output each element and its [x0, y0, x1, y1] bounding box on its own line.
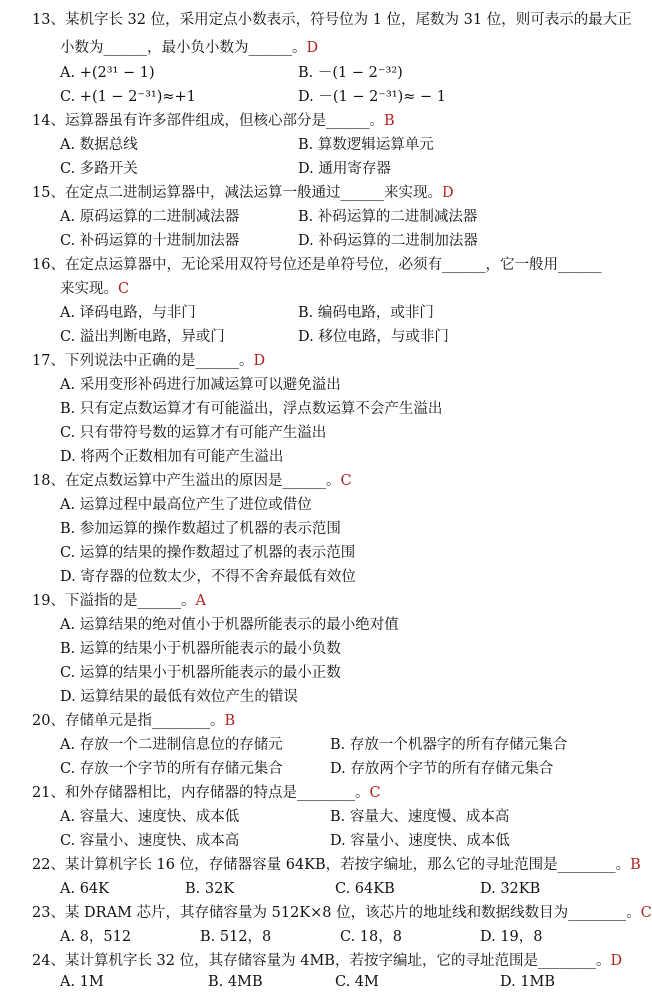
q17-option-c: C. 只有带符号数的运算才有可能产生溢出 — [60, 425, 327, 441]
q15-option-a: A. 原码运算的二进制减法器 — [60, 209, 240, 225]
q21-stem: 21、和外存储器相比，内存储器的特点是________。C — [32, 785, 381, 801]
q15-option-b: B. 补码运算的二进制减法器 — [298, 209, 478, 225]
q13-stem: 13、某机字长 32 位，采用定点小数表示，符号位为 1 位，尾数为 31 位，则可表示的最大正 — [32, 12, 632, 28]
q23-option-c: C. 18，8 — [340, 929, 402, 945]
q13-answer: D — [306, 40, 319, 56]
q14-answer: B — [383, 113, 395, 129]
q21-option-c: C. 容量小、速度快、成本高 — [60, 833, 240, 849]
q24-option-c: C. 4M — [335, 974, 379, 990]
q21-option-a: A. 容量大、速度快、成本低 — [60, 809, 240, 825]
q23-option-a: A. 8，512 — [60, 929, 132, 945]
q18-option-d: D. 寄存器的位数太少，不得不舍弃最低有效位 — [60, 569, 356, 585]
q19-option-b: B. 运算的结果小于机器所能表示的最小负数 — [60, 641, 341, 657]
q16-option-a: A. 译码电路，与非门 — [60, 305, 196, 321]
q24-option-b: B. 4MB — [208, 974, 263, 990]
q19-option-d: D. 运算结果的最低有效位产生的错误 — [60, 689, 298, 705]
q13-option-c: C. +(1 − 2⁻³¹)≈+1 — [60, 89, 196, 105]
q14-option-a: A. 数据总线 — [60, 137, 138, 153]
q20-option-b: B. 存放一个机器字的所有存储元集合 — [330, 737, 568, 753]
q14-option-b: B. 算数逻辑运算单元 — [298, 137, 434, 153]
q17-stem: 17、下列说法中正确的是______。D — [32, 353, 266, 369]
q15-option-c: C. 补码运算的十进制加法器 — [60, 233, 240, 249]
q18-stem: 18、在定点数运算中产生溢出的原因是______。C — [32, 473, 352, 489]
q20-option-a: A. 存放一个二进制信息位的存储元 — [60, 737, 283, 753]
q18-option-c: C. 运算的结果的操作数超过了机器的表示范围 — [60, 545, 356, 561]
q22-option-c: C. 64KB — [335, 881, 395, 897]
q15-stem: 15、在定点二进制运算器中，减法运算一般通过______来实现。D — [32, 185, 454, 201]
q16-option-c: C. 溢出判断电路，异或门 — [60, 329, 225, 345]
q22-option-d: D. 32KB — [480, 881, 541, 897]
q14-option-d: D. 通用寄存器 — [298, 161, 391, 177]
q21-option-d: D. 容量小、速度快、成本低 — [330, 833, 510, 849]
q23-option-d: D. 19，8 — [480, 929, 543, 945]
q21-answer: C — [369, 785, 381, 801]
q22-option-b: B. 32K — [185, 881, 235, 897]
q17-option-d: D. 将两个正数相加有可能产生溢出 — [60, 449, 284, 465]
q19-answer: A — [195, 593, 206, 609]
q16-stem-cont: 来实现。C — [60, 281, 130, 297]
q22-stem: 22、某计算机字长 16 位，存储器容量 64KB，若按字编址，那么它的寻址范围是________。B — [32, 857, 641, 873]
q14-stem: 14、运算器虽有许多部件组成，但核心部分是______。B — [32, 113, 395, 129]
q22-answer: B — [630, 857, 641, 873]
q23-option-b: B. 512，8 — [200, 929, 272, 945]
q15-answer: D — [441, 185, 454, 201]
q19-option-c: C. 运算的结果小于机器所能表示的最小正数 — [60, 665, 341, 681]
q17-option-a: A. 采用变形补码进行加减运算可以避免溢出 — [60, 377, 341, 393]
q13-option-b: B. －(1 − 2⁻³²) — [298, 65, 403, 81]
q13-option-d: D. －(1 − 2⁻³¹)≈ − 1 — [298, 89, 446, 105]
q24-stem: 24、某计算机字长 32 位，其存储容量为 4MB，若按字编址，它的寻址范围是________。D — [32, 953, 623, 969]
q24-answer: D — [610, 953, 623, 969]
q16-answer: C — [118, 281, 130, 297]
q20-option-d: D. 存放两个字节的所有存储元集合 — [330, 761, 554, 777]
q14-option-c: C. 多路开关 — [60, 161, 138, 177]
q19-stem: 19、下溢指的是______。A — [32, 593, 206, 609]
q22-option-a: A. 64K — [60, 881, 109, 897]
q16-stem: 16、在定点运算器中，无论采用双符号位还是单符号位，必须有______，它一般用______ — [32, 257, 602, 273]
q16-option-d: D. 移位电路，与或非门 — [298, 329, 449, 345]
q18-answer: C — [340, 473, 352, 489]
q13-option-a: A. +(2³¹ − 1) — [60, 65, 155, 81]
q15-option-d: D. 补码运算的二进制加法器 — [298, 233, 478, 249]
q24-option-a: A. 1M — [60, 974, 104, 990]
q18-option-a: A. 运算过程中最高位产生了进位或借位 — [60, 497, 312, 513]
q21-option-b: B. 容量大、速度慢、成本高 — [330, 809, 510, 825]
q17-option-b: B. 只有定点数运算才有可能溢出，浮点数运算不会产生溢出 — [60, 401, 443, 417]
q23-stem: 23、某 DRAM 芯片，其存储容量为 512K×8 位，该芯片的地址线和数据线数目为________。C — [32, 905, 652, 921]
q17-answer: D — [253, 353, 266, 369]
q23-answer: C — [640, 905, 652, 921]
q19-option-a: A. 运算结果的绝对值小于机器所能表示的最小绝对值 — [60, 617, 399, 633]
q13-stem-cont: 小数为______，最小负小数为______。D — [60, 40, 319, 56]
q20-option-c: C. 存放一个字节的所有存储元集合 — [60, 761, 283, 777]
q20-stem: 20、存储单元是指________。B — [32, 713, 236, 729]
q24-option-d: D. 1MB — [500, 974, 556, 990]
q16-option-b: B. 编码电路，或非门 — [298, 305, 434, 321]
q20-answer: B — [224, 713, 236, 729]
q18-option-b: B. 参加运算的操作数超过了机器的表示范围 — [60, 521, 341, 537]
